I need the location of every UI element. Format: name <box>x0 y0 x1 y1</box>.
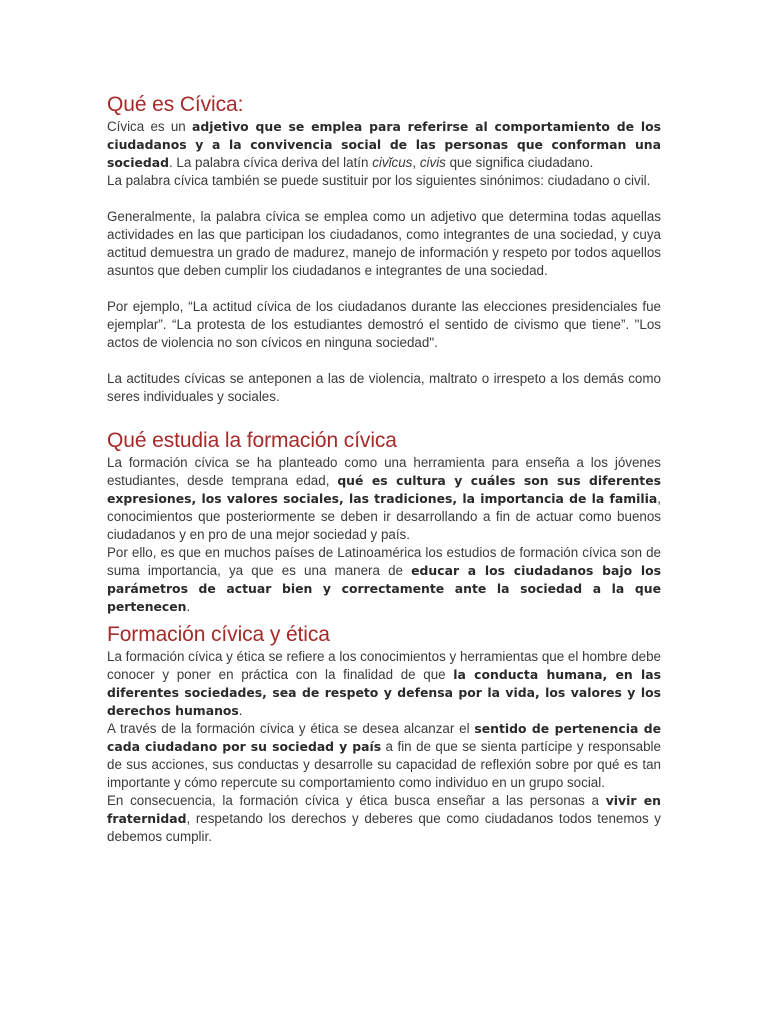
paragraph-attitudes: La actitudes cívicas se anteponen a las de violencia, maltrato o irrespeto a los demás como seres individuales y sociales. <box>107 371 661 404</box>
paragraph-definition: Cívica es un adjetivo que se emplea para referirse al comportamiento de los ciudadanos y a la convivencia social de las personas que conforman una sociedad. La palabra cívica deriva del latín civĭcus, civis que significa ciudadano. <box>107 119 662 170</box>
paragraph-formacion-herramienta: La formación cívica se ha planteado como una herramienta para enseña a los jóvenes estudiantes, desde temprana edad, qué es cultura y cuáles son sus diferentes expresiones, los valores sociales, las tradiciones, la importancia de la familia, conocimientos que posteriormente se deben ir desarrollando a fin de actuar como buenos ciudadanos y en pro de una mejor sociedad y país. <box>107 455 662 542</box>
paragraph-fraternidad: En consecuencia, la formación cívica y ética busca enseñar a las personas a vivir en fraternidad, respetando los derechos y deberes que como ciudadanos todos tenemos y debemos cumplir. <box>107 793 661 844</box>
heading-formacion-civica-etica: Formación cívica y ética <box>107 623 330 646</box>
paragraph-latinoamerica: Por ello, es que en muchos países de Latinoamérica los estudios de formación cívica son de suma importancia, ya que es una manera de educar a los ciudadanos bajo los parámetros de actuar bien y correctamente ante la sociedad a la que pertenecen. <box>107 545 661 614</box>
paragraph-examples: Por ejemplo, “La actitud cívica de los ciudadanos durante las elecciones presidenciales fue ejemplar”. “La protesta de los estudiantes demostró el sentido de civismo que tiene”. "Los actos de violencia no son cívicos en ninguna sociedad". <box>107 299 661 350</box>
heading-que-estudia: Qué estudia la formación cívica <box>107 429 397 452</box>
heading-que-es-civica: Qué es Cívica: <box>107 93 244 116</box>
paragraph-synonyms: La palabra cívica también se puede sustituir por los siguientes sinónimos: ciudadano o civil. <box>107 173 651 188</box>
paragraph-pertenencia: A través de la formación cívica y ética se desea alcanzar el sentido de pertenencia de cada ciudadano por su sociedad y país a fin de que se sienta partícipe y responsable de sus acciones, sus conductas y desarrolle su capacidad de reflexión sobre por qué es tan importante y cómo repercute su comportamiento como individuo en un grupo social. <box>107 721 661 790</box>
paragraph-general-use: Generalmente, la palabra cívica se emplea como un adjetivo que determina todas aquellas actividades en las que participan los ciudadanos, como integrantes de una sociedad, y cuya actitud demuestra un grado de madurez, manejo de información y respeto por todos aquellos asuntos que deben cumplir los ciudadanos e integrantes de una sociedad. <box>107 209 661 278</box>
paragraph-conocimientos: La formación cívica y ética se refiere a los conocimientos y herramientas que el hombre debe conocer y poner en práctica con la finalidad de que la conducta humana, en las diferentes sociedades, sea de respeto y defensa por la vida, los valores y los derechos humanos. <box>107 649 662 718</box>
